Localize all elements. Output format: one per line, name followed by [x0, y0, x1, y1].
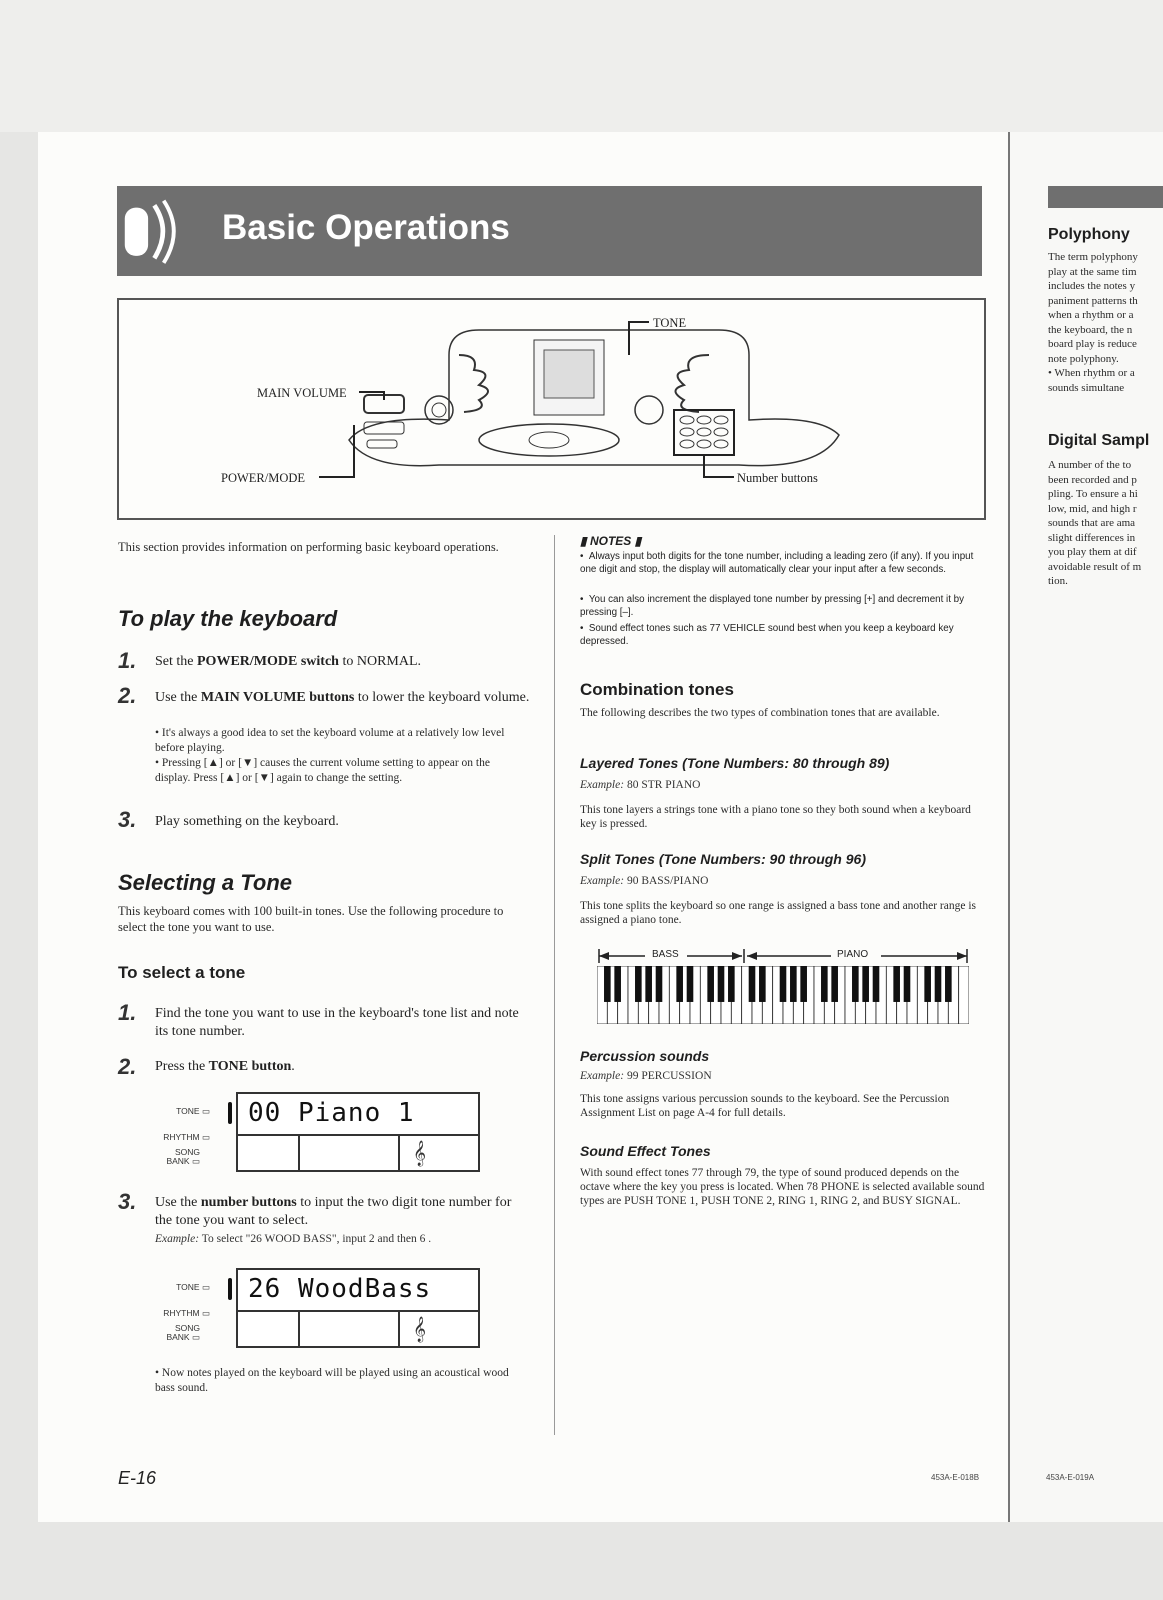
text-line: avoidable result of m — [1048, 560, 1142, 573]
text-line: slight differences in — [1048, 531, 1136, 544]
lcd-song-bank-label: SONG BANK ▭ — [166, 1323, 200, 1342]
lcd-display-2 — [150, 1266, 480, 1348]
polyphony-heading: Polyphony — [1048, 226, 1130, 243]
select-bullet: • Now notes played on the keyboard will be played using an acoustical wood bass sound. — [155, 1367, 509, 1394]
black-key — [749, 966, 756, 1002]
black-key — [676, 966, 683, 1002]
polyphony-text — [1048, 250, 1163, 395]
text-line: board play is reduce — [1048, 338, 1137, 350]
play-step-1: Set the POWER/MODE switch to NORMAL. — [155, 654, 422, 669]
text-line: note polyphony. — [1048, 352, 1119, 365]
text-line: The term polyphony — [1048, 251, 1138, 263]
black-key — [831, 966, 838, 1002]
black-key — [780, 966, 787, 1002]
black-key — [821, 966, 828, 1002]
text-line: includes the notes y — [1048, 280, 1136, 292]
lcd-rhythm-label: RHYTHM ▭ — [163, 1308, 210, 1318]
lcd-rule — [298, 1136, 300, 1170]
lcd-text: 26 WoodBass — [248, 1274, 432, 1304]
next-page-banner — [1048, 186, 1163, 208]
play-step-2: Use the MAIN VOLUME buttons to lower the keyboard volume. — [155, 690, 530, 705]
page-number: E-16 — [118, 1468, 157, 1488]
select-step-1: Find the tone you want to use in the keyboard's tone list and note its tone number. — [155, 1006, 519, 1039]
text-line: tion. — [1048, 575, 1068, 587]
black-key — [862, 966, 869, 1002]
sfx-heading: Sound Effect Tones — [580, 1143, 711, 1159]
text-line: sounds simultane — [1048, 381, 1125, 394]
step-number: 2. — [118, 683, 137, 708]
step-number: 3. — [118, 807, 137, 832]
text-line: when a rhythm or a — [1048, 309, 1134, 321]
black-key — [759, 966, 766, 1002]
digital-sampling-heading: Digital Sampl — [1048, 432, 1150, 449]
black-key — [718, 966, 725, 1002]
black-key — [945, 966, 952, 1002]
black-key — [893, 966, 900, 1002]
black-key — [790, 966, 797, 1002]
step-number: 1. — [118, 1000, 137, 1025]
lcd-rhythm-label: RHYTHM ▭ — [163, 1132, 210, 1142]
lcd-rule — [238, 1134, 478, 1136]
text-line: pling. To ensure a hi — [1048, 488, 1138, 500]
lcd-rule — [238, 1310, 478, 1312]
scan-background-top — [0, 0, 1163, 132]
select-tone-subheading: To select a tone — [118, 963, 246, 982]
black-key — [707, 966, 714, 1002]
black-key — [904, 966, 911, 1002]
split-heading: Split Tones (Tone Numbers: 90 through 96) — [580, 851, 866, 867]
play-keyboard-heading: To play the keyboard — [118, 606, 338, 631]
note-3: • Sound effect tones such as 77 VEHICLE sound best when you keep a keyboard key depressed. — [580, 623, 954, 647]
lcd-indicator — [228, 1278, 232, 1300]
black-key — [935, 966, 942, 1002]
lcd-rule — [398, 1136, 400, 1170]
black-key — [800, 966, 807, 1002]
step-number: 3. — [118, 1189, 137, 1214]
black-key — [924, 966, 931, 1002]
black-key — [728, 966, 735, 1002]
text-line: sounds that are ama — [1048, 517, 1136, 529]
lcd-rule — [398, 1312, 400, 1346]
play-step-3: Play something on the keyboard. — [155, 814, 339, 829]
column-divider — [554, 535, 555, 1435]
lcd-text: 00 Piano 1 — [248, 1098, 415, 1128]
bass-range-label: BASS — [652, 949, 679, 960]
text-line: you play them at dif — [1048, 546, 1137, 558]
text-line: A number of the to — [1048, 459, 1132, 471]
text-line: the keyboard, the n — [1048, 323, 1133, 336]
lcd-display-1 — [150, 1090, 480, 1172]
text-line: play at the same tim — [1048, 265, 1137, 278]
play-bullet-2: • Pressing [▲] or [▼] causes the current volume setting to appear on the display. Press [▲] or [▼] again to change the setting. — [155, 757, 490, 784]
select-example: Example: To select "26 WOOD BASS", input 2 and then 6 . — [155, 1233, 432, 1245]
text-line: paniment patterns th — [1048, 294, 1138, 307]
black-key — [656, 966, 663, 1002]
black-key — [635, 966, 642, 1002]
note-1: • Always input both digits for the tone number, including a leading zero (if any). If you input one digit and stop, the display will automatically clear your input after a few seconds. — [580, 551, 974, 575]
lcd-song-bank-label: SONG BANK ▭ — [166, 1147, 200, 1166]
sfx-text: With sound effect tones 77 through 79, the type of sound produced depends on the octave where the key you press is located. When 78 PHONE is selected available sound types are PUSH TONE 1, PUSH TONE 2, RING 1, RING 2, and BUSY SIGNAL. — [580, 1167, 985, 1207]
page-title: Basic Operations — [222, 208, 510, 247]
number-buttons-callout: Number buttons — [737, 471, 818, 485]
split-text: This tone splits the keyboard so one range is assigned a bass tone and another range is assigned a piano tone. — [580, 900, 977, 926]
split-keyboard-diagram — [597, 946, 969, 1026]
white-key — [959, 966, 969, 1024]
black-key — [645, 966, 652, 1002]
select-step-2: Press the TONE button. — [155, 1059, 295, 1074]
digital-sampling-text — [1048, 458, 1163, 589]
layered-example: Example: 80 STR PIANO — [580, 779, 701, 791]
piano-range-label: PIANO — [837, 949, 869, 960]
text-line: been recorded and p — [1048, 473, 1137, 486]
text-line: • When rhythm or a — [1048, 367, 1135, 379]
selecting-tone-intro: This keyboard comes with 100 built-in tones. Use the following procedure to select the tone you want to use. — [118, 904, 504, 934]
doc-code-right: 453A-E-019A — [1046, 1473, 1095, 1482]
doc-code-left: 453A-E-018B — [931, 1473, 980, 1482]
combination-intro: The following describes the two types of combination tones that are available. — [580, 707, 940, 719]
text-line: low, mid, and high r — [1048, 502, 1137, 515]
step-number: 2. — [118, 1054, 137, 1079]
tone-callout: TONE — [653, 316, 687, 330]
lcd-indicator — [228, 1102, 232, 1124]
step-number: 1. — [118, 648, 137, 673]
lcd-tone-label: TONE ▭ — [176, 1106, 210, 1116]
black-key — [604, 966, 611, 1002]
notes-heading: ▮ NOTES ▮ — [580, 534, 642, 548]
power-mode-callout: POWER/MODE — [221, 471, 306, 485]
select-step-3: Use the number buttons to input the two digit tone number for the tone you want to select. — [155, 1195, 512, 1228]
intro-paragraph: This section provides information on performing basic keyboard operations. — [118, 540, 499, 554]
lcd-screen — [236, 1268, 480, 1348]
layered-text: This tone layers a strings tone with a piano tone so they both sound when a keyboard key is pressed. — [580, 804, 971, 830]
black-key — [687, 966, 694, 1002]
main-volume-callout: MAIN VOLUME — [257, 386, 347, 400]
treble-clef-icon: 𝄞 — [413, 1316, 427, 1341]
layered-heading: Layered Tones (Tone Numbers: 80 through 89) — [580, 755, 890, 771]
split-example: Example: 90 BASS/PIANO — [580, 875, 709, 887]
lcd-rule — [298, 1312, 300, 1346]
black-key — [873, 966, 880, 1002]
play-bullet-1: • It's always a good idea to set the keyboard volume at a relatively low level before playing. — [155, 727, 505, 754]
lcd-tone-label: TONE ▭ — [176, 1282, 210, 1292]
combination-heading: Combination tones — [580, 680, 734, 699]
keyboard-panel-diagram — [117, 298, 986, 520]
piano-keys-illustration — [597, 966, 969, 1024]
selecting-tone-heading: Selecting a Tone — [118, 870, 293, 895]
note-2: • You can also increment the displayed tone number by pressing [+] and decrement it by pressing [–]. — [580, 594, 965, 618]
black-key — [852, 966, 859, 1002]
percussion-heading: Percussion sounds — [580, 1048, 710, 1064]
percussion-example: Example: 99 PERCUSSION — [580, 1070, 712, 1082]
banner-emblem-icon — [117, 186, 187, 276]
treble-clef-icon: 𝄞 — [413, 1140, 427, 1165]
black-key — [614, 966, 621, 1002]
lcd-screen — [236, 1092, 480, 1172]
percussion-text: This tone assigns various percussion sounds to the keyboard. See the Percussion Assignment List on page A-4 for full details. — [580, 1093, 950, 1119]
